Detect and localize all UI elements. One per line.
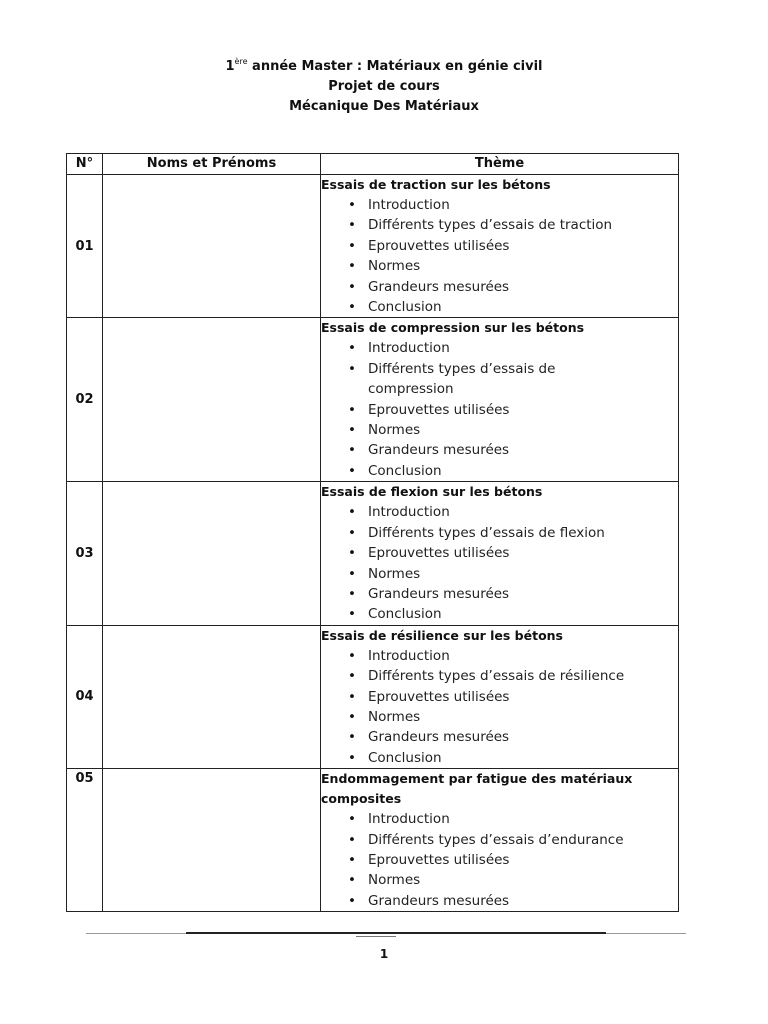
list-item: • Grandeurs mesurées <box>368 440 678 460</box>
names-cell[interactable] <box>103 625 321 768</box>
projects-table <box>66 153 679 912</box>
list-item: • Conclusion <box>368 748 678 768</box>
row-number: 04 <box>67 625 103 768</box>
table-row <box>67 769 679 912</box>
row-number: 03 <box>67 482 103 625</box>
table-row <box>67 482 679 625</box>
list-item: • Différents types d’essais de traction <box>368 215 678 235</box>
row-number: 02 <box>67 318 103 482</box>
theme-title: Essais de traction sur les bétons <box>321 177 551 192</box>
theme-cell <box>321 769 679 912</box>
theme-items <box>321 809 678 911</box>
list-item: • Normes <box>368 420 678 440</box>
list-item: • Grandeurs mesurées <box>368 727 678 747</box>
list-item: • Eprouvettes utilisées <box>368 687 678 707</box>
list-item: • Introduction <box>368 646 678 666</box>
theme-cell <box>321 175 679 318</box>
list-item: • Normes <box>368 707 678 727</box>
theme-cell <box>321 482 679 625</box>
footer-divider-underline <box>356 936 396 937</box>
theme-items <box>321 502 678 624</box>
list-item: • Eprouvettes utilisées <box>368 850 678 870</box>
list-item: • Introduction <box>368 338 678 358</box>
list-item: • Normes <box>368 564 678 584</box>
column-header-theme: Thème <box>321 154 679 175</box>
list-item: • Grandeurs mesurées <box>368 891 678 911</box>
list-item: • Introduction <box>368 502 678 522</box>
footer-divider-thick <box>186 932 606 934</box>
names-cell[interactable] <box>103 769 321 912</box>
year-number: 1 <box>225 59 235 74</box>
column-header-names: Noms et Prénoms <box>103 154 321 175</box>
list-item: • Eprouvettes utilisées <box>368 543 678 563</box>
theme-items <box>321 338 678 481</box>
header-line-course: Mécanique Des Matériaux <box>289 99 479 114</box>
list-item: • Différents types d’essais de flexion <box>368 523 678 543</box>
theme-cell <box>321 625 679 768</box>
list-item: • Différents types d’essais d’endurance <box>368 830 678 850</box>
names-cell[interactable] <box>103 482 321 625</box>
list-item: • Conclusion <box>368 297 678 317</box>
page-number: 1 <box>379 947 389 961</box>
names-cell[interactable] <box>103 175 321 318</box>
theme-items <box>321 195 678 317</box>
list-item: • Grandeurs mesurées <box>368 584 678 604</box>
theme-title: Essais de résilience sur les bétons <box>321 627 563 643</box>
list-item: • Eprouvettes utilisées <box>368 400 678 420</box>
document-header <box>0 52 768 117</box>
list-item: • Eprouvettes utilisées <box>368 236 678 256</box>
list-item: • Conclusion <box>368 604 678 624</box>
theme-cell <box>321 318 679 482</box>
list-item: • Introduction <box>368 195 678 215</box>
row-number: 05 <box>67 769 103 912</box>
header-line-project: Projet de cours <box>328 79 440 94</box>
theme-title: Endommagement par fatigue des matériaux composites <box>321 771 633 807</box>
list-item: • Normes <box>368 256 678 276</box>
footer-divider <box>86 931 686 934</box>
column-header-number: N° <box>67 154 103 175</box>
row-number: 01 <box>67 175 103 318</box>
theme-title: Essais de compression sur les bétons <box>321 320 585 336</box>
program-title: année Master : Matériaux en génie civil <box>247 59 543 74</box>
header-line-level <box>0 52 768 77</box>
names-cell[interactable] <box>103 318 321 482</box>
list-item: • Conclusion <box>368 461 678 481</box>
list-item: • Introduction <box>368 809 678 829</box>
table-header-row <box>67 154 679 175</box>
list-item: • Différents types d’essais de compression <box>368 359 603 400</box>
table-row <box>67 175 679 318</box>
table-row <box>67 625 679 768</box>
list-item: • Normes <box>368 870 678 890</box>
theme-title: Essais de flexion sur les bétons <box>321 484 543 500</box>
year-superscript: ère <box>234 57 248 66</box>
table-row <box>67 318 679 482</box>
list-item: • Grandeurs mesurées <box>368 277 678 297</box>
theme-items <box>321 646 678 768</box>
list-item: • Différents types d’essais de résilience <box>368 666 678 686</box>
